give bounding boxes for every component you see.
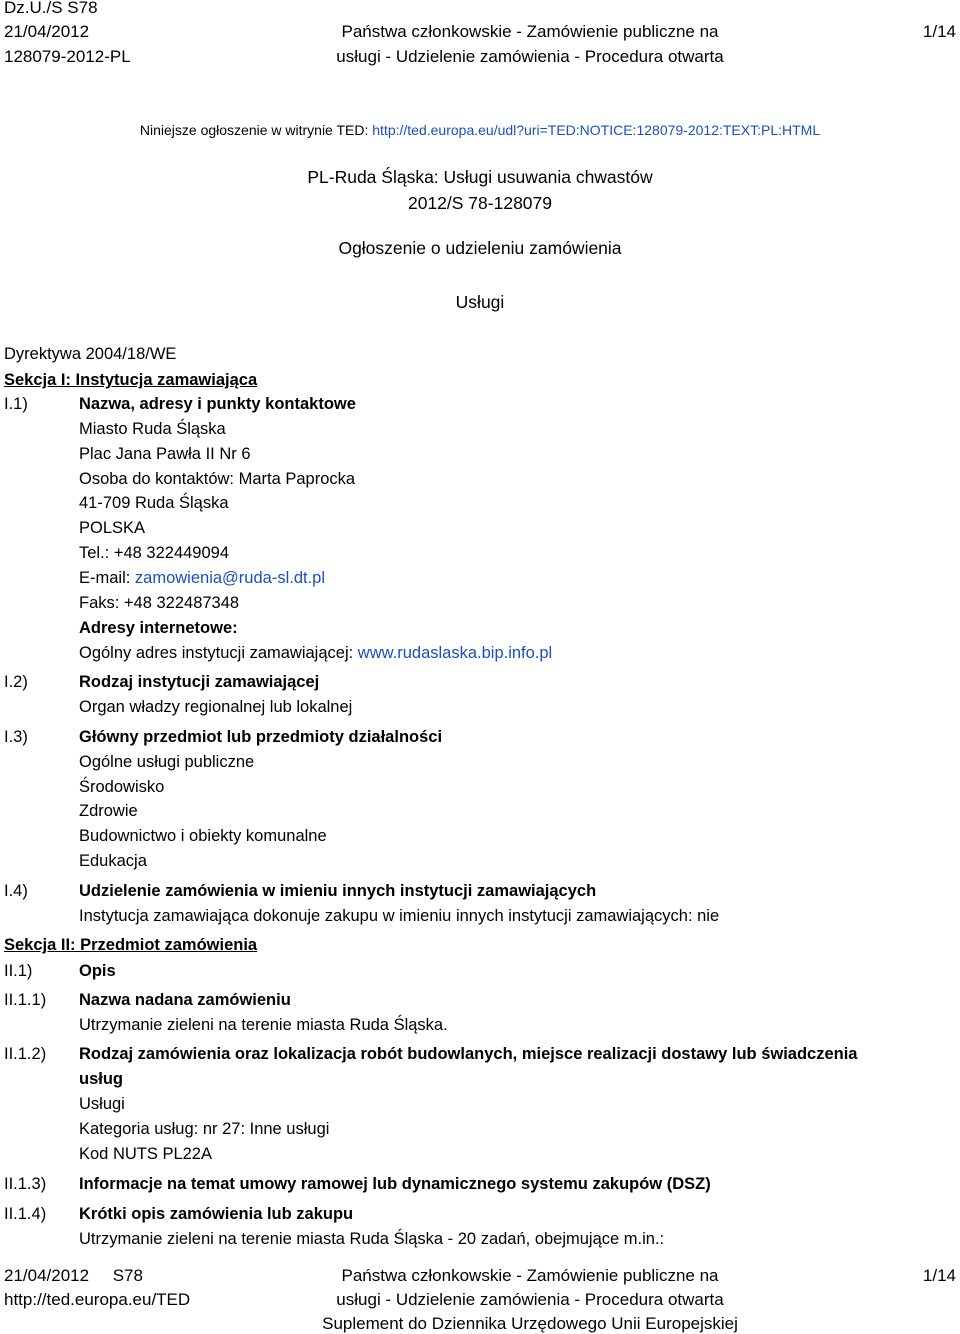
ii14-number: II.1.4): [4, 1205, 47, 1223]
i4-text: Instytucja zamawiająca dokonuje zakupu w imieniu innych instytucji zamawiających: nie: [79, 907, 720, 925]
header-journal-ref: Dz.U./S S78: [4, 0, 98, 17]
ii11-number: II.1.1): [4, 991, 47, 1009]
i3-activity: Ogólne usługi publiczne: [79, 753, 255, 771]
i1-address-line: Plac Jana Pawła II Nr 6: [79, 445, 251, 463]
ii14-text: Utrzymanie zieleni na terenie miasta Ruda Śląska - 20 zadań, obejmujące m.in.:: [79, 1230, 665, 1248]
directive: Dyrektywa 2004/18/WE: [4, 345, 177, 363]
i1-number: I.1): [4, 395, 28, 413]
i1-address-line: 41-709 Ruda Śląska: [79, 494, 229, 512]
ted-notice-link[interactable]: http://ted.europa.eu/udl?uri=TED:NOTICE:128079-2012:TEXT:PL:HTML: [372, 122, 821, 138]
i2-title: Rodzaj instytucji zamawiającej: [79, 673, 320, 691]
ii12-detail: Usługi: [79, 1095, 125, 1113]
i1-web-heading: Adresy internetowe:: [79, 619, 238, 637]
i1-email-label: E-mail:: [79, 569, 135, 587]
ii13-title: Informacje na temat umowy ramowej lub dynamicznego systemu zakupów (DSZ): [79, 1175, 711, 1193]
notice-contract-type: Usługi: [455, 292, 505, 312]
notice-title: PL-Ruda Śląska: Usługi usuwania chwastów: [307, 167, 653, 187]
i1-web-link[interactable]: www.rudaslaska.bip.info.pl: [357, 644, 553, 662]
footer-page-number: 1/14: [922, 1266, 956, 1285]
ii12-number: II.1.2): [4, 1045, 47, 1063]
footer-category-line2: usługi - Udzielenie zamówienia - Procedura otwarta: [336, 1290, 724, 1309]
header-date: 21/04/2012: [4, 22, 90, 41]
i3-activity: Edukacja: [79, 852, 147, 870]
footer-date-series: 21/04/2012 S78: [4, 1266, 143, 1285]
i1-web-line: [79, 644, 552, 663]
ted-notice-line: [0, 122, 960, 138]
ii12-title-line1: Rodzaj zamówienia oraz lokalizacja robót budowlanych, miejsce realizacji dostawy lub świadczenia: [79, 1045, 858, 1063]
i1-web-label: Ogólny adres instytucji zamawiającej:: [79, 644, 358, 662]
footer-category-line1: Państwa członkowskie - Zamówienie publiczne na: [341, 1266, 719, 1285]
ii11-text: Utrzymanie zieleni na terenie miasta Ruda Śląska.: [79, 1016, 448, 1034]
ted-notice-prefix: Niniejsze ogłoszenie w witrynie TED:: [139, 122, 373, 138]
i1-title: Nazwa, adresy i punkty kontaktowe: [79, 395, 356, 413]
i4-title: Udzielenie zamówienia w imieniu innych instytucji zamawiających: [79, 882, 597, 900]
ii1-number: II.1): [4, 962, 33, 980]
i3-activity: Zdrowie: [79, 802, 138, 820]
notice-type: Ogłoszenie o udzieleniu zamówienia: [338, 238, 622, 258]
ii12-detail: Kod NUTS PL22A: [79, 1145, 212, 1163]
ii11-title: Nazwa nadana zamówieniu: [79, 991, 291, 1009]
ii13-number: II.1.3): [4, 1175, 47, 1193]
ii14-title: Krótki opis zamówienia lub zakupu: [79, 1205, 354, 1223]
i4-number: I.4): [4, 882, 28, 900]
i3-activity: Budownictwo i obiekty komunalne: [79, 827, 327, 845]
ii1-title: Opis: [79, 962, 116, 980]
footer-supplement: Suplement do Dziennika Urzędowego Unii Europejskiej: [322, 1314, 738, 1333]
i1-phone: Tel.: +48 322449094: [79, 544, 230, 562]
ii12-title-line2: usług: [79, 1070, 123, 1088]
i3-activity: Środowisko: [79, 778, 165, 796]
i1-email-link[interactable]: zamowienia@ruda-sl.dt.pl: [134, 569, 326, 587]
i2-text: Organ władzy regionalnej lub lokalnej: [79, 698, 353, 716]
i1-address-line: Osoba do kontaktów: Marta Paprocka: [79, 470, 356, 488]
notice-reference: 2012/S 78-128079: [407, 193, 553, 213]
footer-ted-link[interactable]: http://ted.europa.eu/TED: [4, 1290, 191, 1309]
ii12-detail: Kategoria usług: nr 27: Inne usługi: [79, 1120, 330, 1138]
i3-title: Główny przedmiot lub przedmioty działalności: [79, 728, 443, 746]
header-page-number: 1/14: [922, 22, 956, 41]
i1-address-line: Miasto Ruda Śląska: [79, 420, 226, 438]
header-notice-id: 128079-2012-PL: [4, 47, 131, 66]
section-2-heading: Sekcja II: Przedmiot zamówienia: [4, 936, 258, 954]
header-category-line1: Państwa członkowskie - Zamówienie publiczne na: [341, 22, 719, 41]
i1-fax: Faks: +48 322487348: [79, 594, 240, 612]
i1-email-line: [79, 569, 325, 588]
section-1-heading: Sekcja I: Instytucja zamawiająca: [4, 371, 258, 389]
i1-address-line: POLSKA: [79, 519, 146, 537]
header-category-line2: usługi - Udzielenie zamówienia - Procedura otwarta: [336, 47, 724, 66]
i3-number: I.3): [4, 728, 28, 746]
i2-number: I.2): [4, 673, 28, 691]
